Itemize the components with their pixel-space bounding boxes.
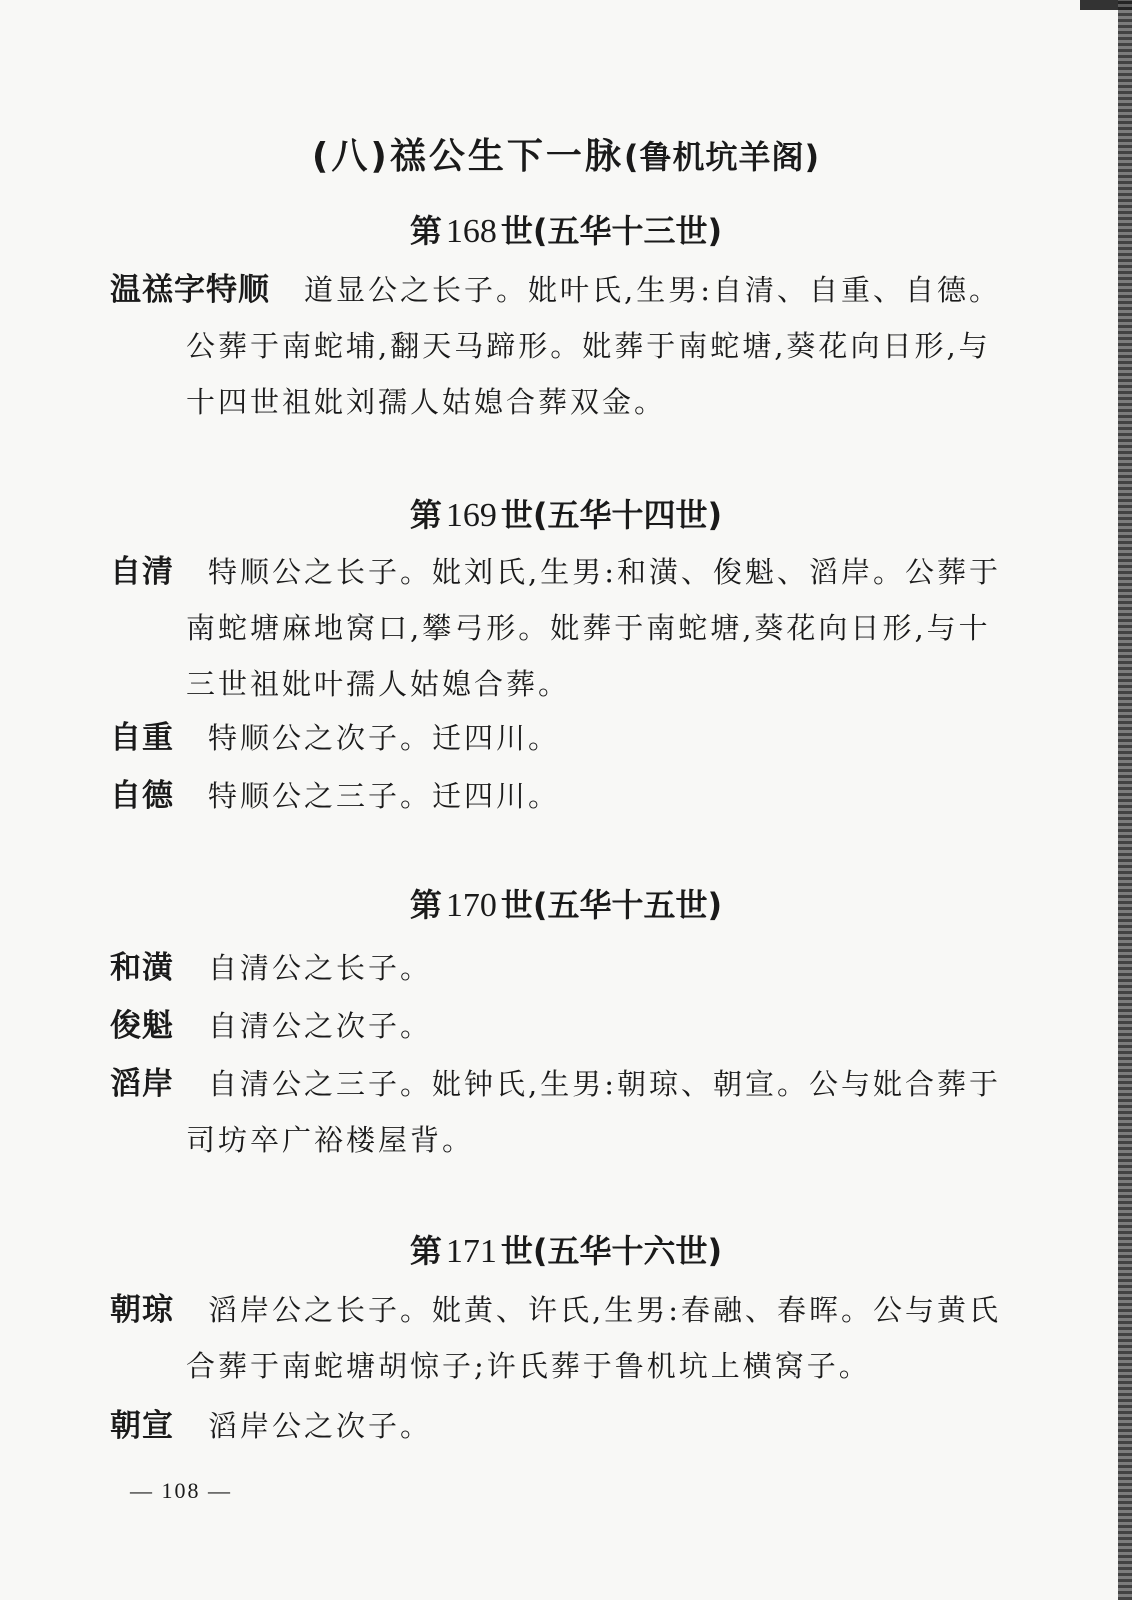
entry-zi-de [110, 768, 1060, 824]
section-title-main: (八)禚公生下一脉 [311, 136, 624, 177]
entry-name: 自德 [110, 778, 174, 814]
generation-prefix: 第 [409, 886, 442, 924]
entry-text-line: 南蛇塘麻地窝口,攀弓形。妣葬于南蛇塘,葵花向日形,与十 [186, 611, 991, 645]
entry-text-line: 合葬于南蛇塘胡惊子;许氏葬于鲁机坑上横窝子。 [186, 1349, 871, 1383]
entry-zi-zhong [110, 710, 1060, 766]
entry-name: 温禚字特顺 [110, 272, 270, 308]
generation-suffix: 世(五华十六世) [500, 1232, 723, 1270]
entry-name: 自重 [110, 720, 174, 756]
entry-text-line: 十四世祖妣刘孺人姑媳合葬双金。 [186, 385, 667, 419]
section-title [0, 128, 1132, 179]
section-title-sub: (鲁机坑羊阁) [623, 138, 821, 176]
generation-heading-171 [0, 1226, 1132, 1272]
generation-suffix: 世(五华十四世) [500, 496, 723, 534]
entry-name: 朝宣 [110, 1408, 174, 1444]
entry-name: 俊魁 [110, 1008, 174, 1044]
generation-heading-169 [0, 490, 1132, 536]
generation-number: 168 [445, 213, 497, 250]
entry-text-line: 自清公之三子。妣钟氏,生男:朝琼、朝宣。公与妣合葬于 [208, 1067, 1001, 1101]
generation-prefix: 第 [409, 212, 442, 250]
entry-chao-qiong [110, 1282, 1060, 1394]
entry-text-line: 特顺公之次子。迁四川。 [208, 721, 561, 755]
generation-number: 170 [445, 887, 497, 924]
entry-name: 和潢 [110, 950, 174, 986]
entry-text-line: 滔岸公之长子。妣黄、许氏,生男:春融、春晖。公与黄氏 [208, 1293, 1001, 1327]
entry-text-line: 自清公之次子。 [208, 1009, 433, 1043]
entry-text-line: 特顺公之三子。迁四川。 [208, 779, 561, 813]
page-number: — 108 — [130, 1478, 232, 1503]
entry-text-line: 公葬于南蛇埔,翻天马蹄形。妣葬于南蛇塘,葵花向日形,与 [186, 329, 991, 363]
entry-chao-xuan [110, 1398, 1060, 1454]
generation-suffix: 世(五华十五世) [500, 886, 723, 924]
entry-text-line: 三世祖妣叶孺人姑媳合葬。 [186, 667, 571, 701]
entry-zi-qing [110, 544, 1060, 712]
entry-name: 滔岸 [110, 1066, 174, 1102]
generation-heading-170 [0, 880, 1132, 926]
generation-number: 169 [445, 497, 497, 534]
entry-name: 朝琼 [110, 1292, 174, 1328]
entry-text-line: 道显公之长子。妣叶氏,生男:自清、自重、自德。 [304, 273, 1001, 307]
entry-text-line: 自清公之长子。 [208, 951, 433, 985]
entry-he-huang [110, 940, 1060, 996]
generation-prefix: 第 [409, 496, 442, 534]
entry-text-line: 司坊卒广裕楼屋背。 [186, 1123, 475, 1157]
entry-tao-an [110, 1056, 1060, 1168]
generation-suffix: 世(五华十三世) [500, 212, 723, 250]
generation-number: 171 [445, 1233, 497, 1270]
entry-wen-zhuo [110, 262, 1060, 430]
entry-name: 自清 [110, 554, 174, 590]
entry-text-line: 滔岸公之次子。 [208, 1409, 433, 1443]
generation-prefix: 第 [409, 1232, 442, 1270]
entry-text-line: 特顺公之长子。妣刘氏,生男:和潢、俊魁、滔岸。公葬于 [208, 555, 1001, 589]
entry-jun-kui [110, 998, 1060, 1054]
generation-heading-168 [0, 206, 1132, 252]
